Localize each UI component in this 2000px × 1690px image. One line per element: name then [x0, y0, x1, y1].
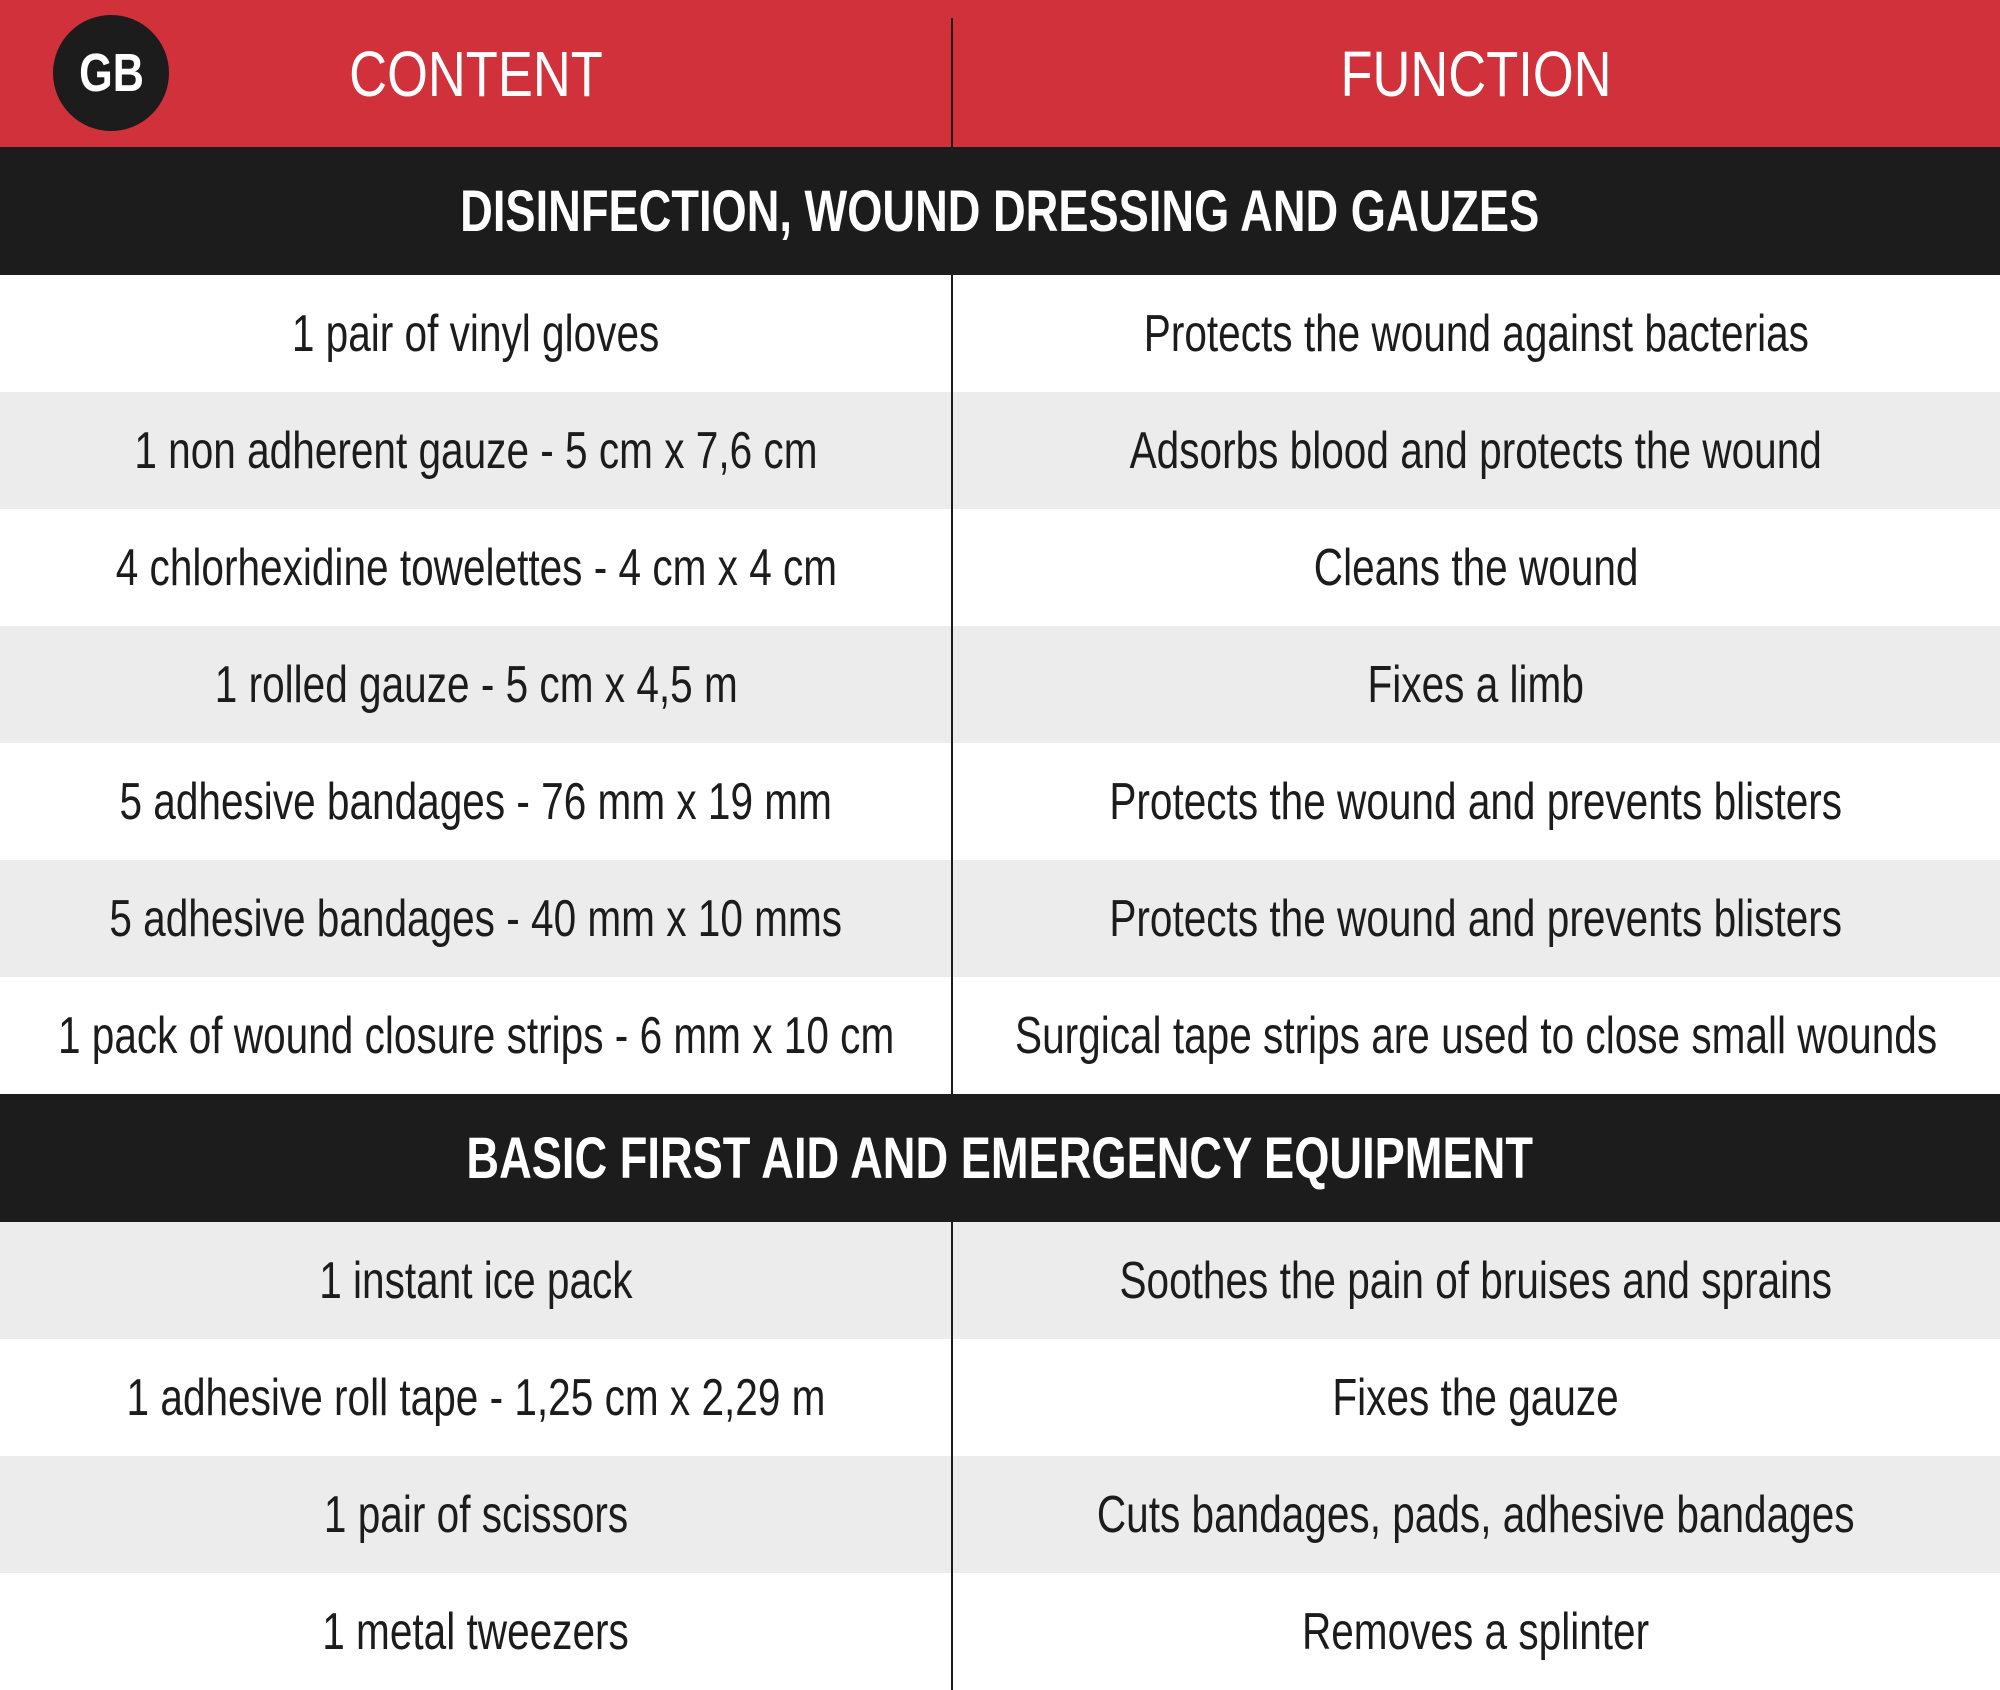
table-row: [0, 275, 2000, 392]
content-text: 1 metal tweezers: [322, 1602, 630, 1661]
table-row: [0, 392, 2000, 509]
section-title: DISINFECTION, WOUND DRESSING AND GAUZES: [460, 178, 1540, 244]
function-column-header: FUNCTION: [1340, 37, 1612, 110]
column-divider: [951, 1222, 953, 1690]
function-cell: [952, 977, 2000, 1094]
content-text: 1 pair of scissors: [323, 1485, 629, 1544]
content-cell: [0, 392, 952, 509]
content-text: 1 non adherent gauze - 5 cm x 7,6 cm: [134, 421, 818, 480]
function-cell: [952, 860, 2000, 977]
table-row: [0, 1222, 2000, 1339]
function-text: Soothes the pain of bruises and sprains: [1119, 1251, 1833, 1310]
function-cell: [952, 743, 2000, 860]
language-badge: [53, 15, 169, 131]
function-cell: [952, 1222, 2000, 1339]
function-cell: [952, 1456, 2000, 1573]
function-cell: [952, 275, 2000, 392]
content-cell: [0, 1573, 952, 1690]
content-cell: [0, 626, 952, 743]
table-row: [0, 977, 2000, 1094]
function-text: Cleans the wound: [1313, 538, 1639, 597]
table-row: [0, 509, 2000, 626]
function-text: Fixes a limb: [1367, 655, 1585, 714]
content-cell: [0, 1456, 952, 1573]
content-cell: [0, 743, 952, 860]
content-text: 1 instant ice pack: [319, 1251, 633, 1310]
function-cell: [952, 509, 2000, 626]
section-title: BASIC FIRST AID AND EMERGENCY EQUIPMENT: [466, 1125, 1534, 1191]
function-text: Protects the wound and prevents blisters: [1109, 772, 1843, 831]
function-text: Surgical tape strips are used to close small wounds: [1014, 1006, 1938, 1065]
content-text: 1 adhesive roll tape - 1,25 cm x 2,29 m: [126, 1368, 826, 1427]
content-text: 4 chlorhexidine towelettes - 4 cm x 4 cm: [115, 538, 837, 597]
function-text: Protects the wound against bacterias: [1143, 304, 1809, 363]
function-cell: [952, 392, 2000, 509]
table-row: [0, 860, 2000, 977]
content-text: 1 rolled gauze - 5 cm x 4,5 m: [214, 655, 738, 714]
content-cell: [0, 509, 952, 626]
content-column-header: CONTENT: [349, 37, 603, 110]
content-cell: [0, 860, 952, 977]
table-row: [0, 1339, 2000, 1456]
content-text: 1 pair of vinyl gloves: [292, 304, 660, 363]
function-text: Removes a splinter: [1302, 1602, 1650, 1661]
function-text: Cuts bandages, pads, adhesive bandages: [1097, 1485, 1855, 1544]
content-cell: [0, 1222, 952, 1339]
content-text: 5 adhesive bandages - 76 mm x 19 mm: [119, 772, 833, 831]
content-cell: [0, 1339, 952, 1456]
section-rows-disinfection: [0, 275, 2000, 1094]
function-text: Adsorbs blood and protects the wound: [1129, 421, 1823, 480]
header-divider: [951, 18, 953, 147]
function-cell: [952, 1339, 2000, 1456]
table-row: [0, 626, 2000, 743]
section-rows-basic-first-aid: [0, 1222, 2000, 1690]
content-text: 1 pack of wound closure strips - 6 mm x 10 cm: [57, 1006, 895, 1065]
function-cell: [952, 626, 2000, 743]
content-text: 5 adhesive bandages - 40 mm x 10 mms: [109, 889, 843, 948]
table-row: [0, 1573, 2000, 1690]
function-text: Protects the wound and prevents blisters: [1109, 889, 1843, 948]
function-cell: [952, 1573, 2000, 1690]
content-cell: [0, 977, 952, 1094]
language-badge-label: GB: [78, 43, 144, 103]
section-header-disinfection: [0, 147, 2000, 275]
column-divider: [951, 275, 953, 1094]
function-text: Fixes the gauze: [1332, 1368, 1620, 1427]
table-header: [0, 0, 2000, 147]
table-row: [0, 743, 2000, 860]
section-header-basic-first-aid: [0, 1094, 2000, 1222]
content-cell: [0, 275, 952, 392]
table-row: [0, 1456, 2000, 1573]
